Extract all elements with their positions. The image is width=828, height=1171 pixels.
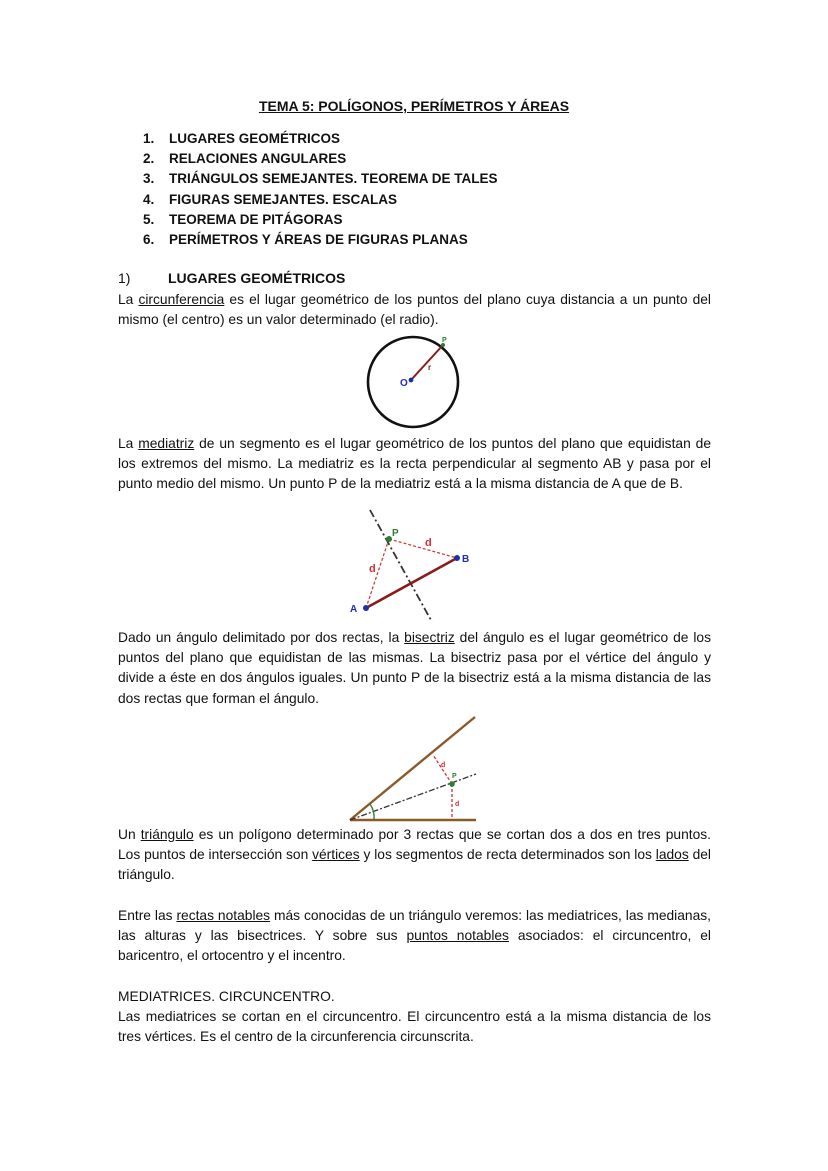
term-lados: lados	[655, 847, 689, 863]
toc-item: 3. TRIÁNGULOS SEMEJANTES. TEOREMA DE TALES	[143, 171, 498, 187]
term-puntos-notables: puntos notables	[406, 928, 509, 944]
toc-item: 1. LUGARES GEOMÉTRICOS	[143, 131, 341, 146]
page-title: TEMA 5: POLÍGONOS, PERÍMETROS Y ÁREAS	[258, 98, 570, 114]
segment-ab	[366, 558, 457, 608]
angle-arc	[370, 804, 374, 820]
point-b	[454, 555, 460, 561]
point-p	[449, 781, 455, 787]
radius-line	[411, 345, 443, 380]
toc-item: 2. RELACIONES ANGULARES	[143, 151, 347, 167]
toc-item: 4. FIGURAS SEMEJANTES. ESCALAS	[143, 191, 398, 207]
label-d-lower: d	[455, 801, 460, 808]
paragraph-mediatrices: Las mediatrices se cortan en el circuncentro. El circuncentro está a la misma distancia de los tres vértices. Es el centro de la circunferencia circunscrita.	[118, 1009, 711, 1045]
toc-item: 5. TEOREMA DE PITÁGORAS	[143, 211, 343, 227]
section-heading: 1) LUGARES GEOMÉTRICOS	[118, 270, 346, 286]
term-mediatriz: mediatriz	[138, 436, 195, 451]
point-a	[363, 605, 369, 611]
label-d-left: d	[369, 563, 376, 575]
paragraph-triangulo: Un triángulo es un polígono determinado por 3 rectas que se cortan dos a dos en tres puntos. Los puntos de intersección son vértices y los segmentos de recta determinados son los lados del triángulo.	[118, 827, 711, 883]
bisectriz-figure	[346, 714, 482, 826]
term-vertices: vértices	[312, 847, 360, 863]
point-label: P	[442, 337, 447, 344]
circle-outline	[368, 337, 458, 427]
distance-to-upper	[433, 755, 452, 784]
term-triangulo: triángulo	[140, 827, 194, 842]
circle-figure	[360, 334, 468, 430]
label-d-top: d	[425, 537, 432, 549]
paragraph-circunferencia: La circunferencia es el lugar geométrico de los puntos del plano cuya distancia a un punto del mismo (el centro) es un valor determinado (el radio).	[118, 292, 711, 328]
term-bisectriz: bisectriz	[404, 630, 455, 645]
mediatriz-figure	[346, 506, 478, 624]
term-circunferencia: circunferencia	[138, 292, 225, 307]
paragraph-mediatriz: La mediatriz de un segmento es el lugar geométrico de los puntos del plano que equidistan de los extremos del mismo. La mediatriz es la recta perpendicular al segmento AB y pasa por el punto medio del mismo. Un punto P de la mediatriz está a la misma distancia de A que de B.	[118, 436, 711, 492]
toc-item: 6. PERÍMETROS Y ÁREAS DE FIGURAS PLANAS	[143, 232, 468, 248]
label-a: A	[350, 604, 358, 615]
term-rectas-notables: rectas notables	[176, 908, 271, 923]
paragraph-bisectriz: Dado un ángulo delimitado por dos rectas, la bisectriz del ángulo es el lugar geométrico de los puntos del plano que equidistan de las mismas. La bisectriz pasa por el vértice del ángulo y divide a éste en dos ángulos iguales. Un punto P de la bisectriz está a la misma distancia de las dos rectas que forman el ángulo.	[118, 630, 711, 706]
label-b: B	[462, 554, 470, 565]
perpendicular-bisector	[370, 510, 432, 622]
distance-pb	[389, 539, 457, 558]
bisector-line	[350, 774, 476, 820]
label-d-upper: d	[441, 762, 446, 769]
table-of-contents	[143, 129, 498, 250]
paragraph-rectas-notables: Entre las rectas notables más conocidas de un triángulo veremos: las mediatrices, las medianas, las alturas y las bisectrices. Y sobre sus puntos notables asociados: el circuncentro, el baricentro, el ortocentro y el incentro.	[118, 908, 711, 964]
radius-label: r	[428, 363, 432, 372]
label-p: P	[392, 528, 399, 539]
label-p: P	[452, 773, 457, 780]
center-label: O	[400, 378, 408, 389]
center-point	[409, 378, 414, 383]
subheading-mediatrices: MEDIATRICES. CIRCUNCENTRO.	[118, 989, 335, 1004]
